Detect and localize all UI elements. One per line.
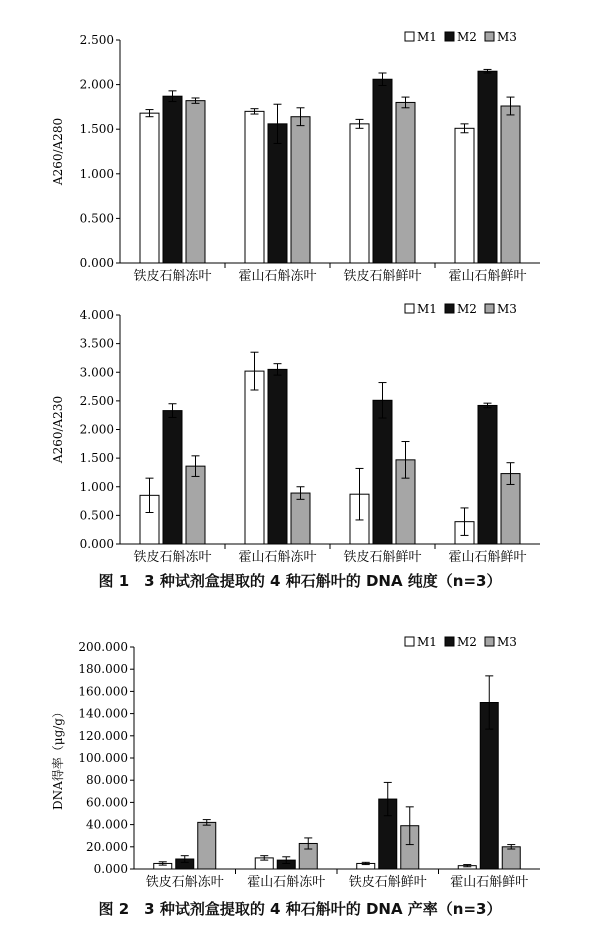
legend-swatch-m2 [445,32,454,41]
y-tick-label: 0.500 [79,508,114,523]
x-category-label: 铁皮石斛鲜叶 [343,269,422,284]
x-category-label: 霍山石斛冻叶 [247,875,326,890]
legend-label-m3: M3 [497,635,517,649]
y-tick-label: 3.500 [79,336,114,351]
y-tick-label: 160.000 [78,684,128,699]
legend-swatch-m3 [485,32,494,41]
legend-label-m2: M2 [457,302,477,316]
x-category-label: 霍山石斛鲜叶 [448,550,527,565]
y-tick-label: 2.000 [79,77,114,92]
y-tick-label: 120.000 [78,728,128,743]
y-tick-label: 60.000 [86,795,128,810]
y-axis-label: DNA得率（μg/g） [51,706,65,810]
y-tick-label: 3.000 [79,365,114,380]
legend-label-m2: M2 [457,635,477,649]
x-category-label: 霍山石斛冻叶 [238,550,317,565]
y-tick-label: 100.000 [78,751,128,765]
x-category-label: 铁皮石斛鲜叶 [343,550,422,565]
x-category-label: 霍山石斛冻叶 [238,269,317,284]
y-tick-label: 20.000 [86,839,128,854]
bar-m3 [186,101,205,263]
y-tick-label: 1.500 [79,451,114,466]
y-tick-label: 1.500 [79,122,114,137]
y-tick-label: 200.000 [78,640,128,654]
bar-m1 [245,371,264,544]
legend-swatch-m3 [485,637,494,646]
bar-m1 [245,111,264,263]
y-tick-label: 180.000 [78,662,128,677]
legend-label-m3: M3 [497,302,517,316]
purity-a260-a280-chart [0,0,600,290]
y-tick-label: 2.500 [79,393,114,408]
legend-swatch-m3 [485,304,494,313]
y-tick-label: 2.500 [79,33,114,47]
bar-m2 [478,71,497,263]
bar-m2 [268,124,287,263]
legend-swatch-m2 [445,304,454,313]
bar-m3 [198,822,216,869]
x-category-label: 铁皮石斛冻叶 [133,550,212,565]
x-category-label: 铁皮石斛鲜叶 [348,875,427,890]
y-tick-label: 0.500 [79,211,114,226]
y-axis-label: A260/A280 [51,117,65,186]
bar-m2 [163,411,182,544]
x-category-label: 铁皮石斛冻叶 [145,875,224,890]
bar-m3 [501,106,520,263]
x-category-label: 霍山石斛鲜叶 [450,875,529,890]
legend-label-m1: M1 [417,302,437,316]
bar-m2 [163,96,182,263]
y-tick-label: 4.000 [79,308,114,322]
bar-m3 [502,847,520,869]
y-tick-label: 40.000 [86,817,128,832]
purity-a260-a230-chart [0,290,600,565]
bar-m1 [140,113,159,263]
bar-m1 [350,124,369,263]
bar-m3 [186,466,205,544]
legend-swatch-m1 [405,32,414,41]
legend-label-m1: M1 [417,30,437,44]
bar-m2 [478,405,497,544]
bar-m2 [373,79,392,263]
y-tick-label: 140.000 [78,706,128,721]
legend-label-m3: M3 [497,30,517,44]
legend-swatch-m1 [405,304,414,313]
x-category-label: 铁皮石斛冻叶 [133,269,212,284]
legend-swatch-m1 [405,637,414,646]
figure-2-caption: 图 2 3 种试剂盒提取的 4 种石斛叶的 DNA 产率（n=3） [98,900,502,918]
y-tick-label: 2.000 [79,422,114,437]
legend-label-m2: M2 [457,30,477,44]
y-tick-label: 1.000 [79,166,114,181]
x-category-label: 霍山石斛鲜叶 [448,269,527,284]
y-axis-label: A260/A230 [51,395,65,464]
bar-m3 [396,102,415,263]
bar-m2 [268,369,287,544]
y-tick-label: 0.000 [79,256,114,270]
y-tick-label: 80.000 [86,773,128,788]
y-tick-label: 0.000 [79,537,114,551]
bar-m1 [455,128,474,263]
legend-label-m1: M1 [417,635,437,649]
dna-yield-chart [0,625,600,895]
bar-m3 [291,117,310,263]
figure-1-caption: 图 1 3 种试剂盒提取的 4 种石斛叶的 DNA 纯度（n=3） [98,572,502,590]
y-tick-label: 0.000 [93,862,128,876]
legend-swatch-m2 [445,637,454,646]
bar-m2 [373,400,392,544]
bar-m3 [291,493,310,544]
y-tick-label: 1.000 [79,479,114,494]
